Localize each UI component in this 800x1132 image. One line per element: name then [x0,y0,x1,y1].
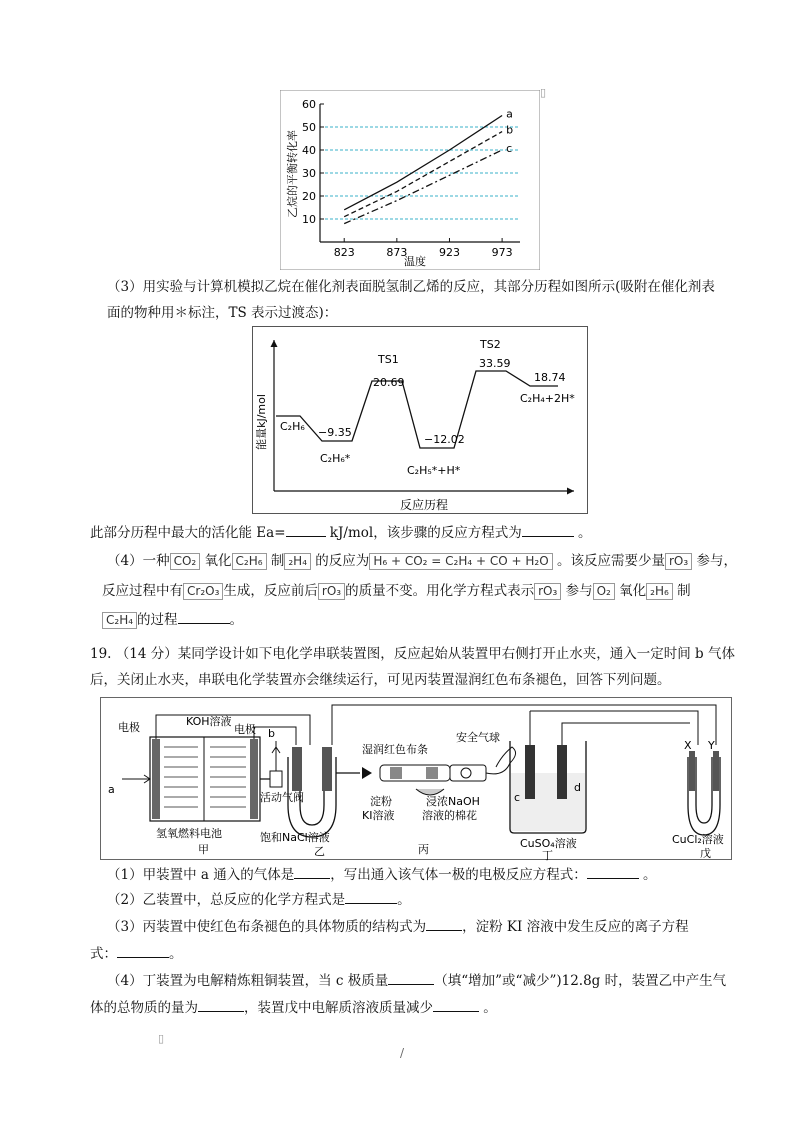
x-tick-label: 823 [333,246,355,259]
label-yi: 乙 [314,845,325,858]
label-naoh-2: 溶液的棉花 [422,809,477,822]
formula-box: rO₃ [665,553,692,570]
label-bing: 丙 [418,843,429,856]
label-b: b [268,727,275,740]
q19-s4: （4）丁装置为电解精炼粗铜装置，当 c 极质量 （填“增加”或“减少”)12.8g 时，装置乙中产生气 [107,973,727,989]
label-x: X [684,739,692,752]
value-3: 18.74 [534,371,566,384]
label-ki-1: 淀粉 [370,795,392,808]
formula-box: ₂H₄ [284,553,311,570]
species-1: C₂H₆* [320,452,351,465]
ea-blank[interactable] [286,536,326,537]
label-balloon: 安全气球 [456,731,500,744]
label-valve-1: 活动气阀 [260,791,304,804]
formula-box: C₂H₄ [102,612,137,629]
y-tick-label: 30 [302,167,316,180]
label-fuel-cell: 氢氧燃料电池 [156,827,222,840]
energy-ylabel: 能量kJ/mol [255,394,268,450]
q19-intro-line1: 19. （14 分）某同学设计如下电化学串联装置图，反应起始从装置甲右侧打开止水夹，通入一定时间 b 气体 [90,646,735,662]
label-koh: KOH溶液 [186,715,232,728]
species-start: C₂H₆ [280,420,305,433]
page-footer: / [400,1046,405,1060]
q19-s3-cont: 式： 。 [90,946,183,962]
q3-text-line2: 面的物种用＊标注，TS 表示过渡态)： [107,305,338,321]
label-ki-2: KI溶液 [362,809,395,822]
label-electrode-left: 电极 [118,721,140,734]
formula-box: O₂ [593,583,615,600]
ea-line: 此部分历程中最大的活化能 Ea= kJ/mol，该步骤的反应方程式为 。 [90,525,592,541]
s1-gas-blank[interactable] [294,878,330,879]
species-2: C₂H₅*+H* [407,464,461,477]
formula-box: CO₂ [170,553,201,570]
label-naoh-1: 浸浓NaOH [426,795,480,808]
x-tick-label: 973 [491,246,513,259]
s3-structure-blank[interactable] [426,930,462,931]
label-electrode-right: 电极 [234,723,256,736]
label-jia: 甲 [198,843,209,856]
q19-s4-cont: 体的总物质的量为 ，装置戊中电解质溶液质量减少 。 [90,1000,497,1016]
q19-intro-line2: 后，关闭止水夹，串联电化学装置亦会继续运行，可见丙装置湿润红色布条褪色，回答下列问题。 [90,672,671,688]
ea-equation-blank[interactable] [522,536,574,537]
ts1-value: 20.69 [373,376,405,389]
q4-line2: 反应过程中有 Cr₂O₃ 生成，反应前后 rO₃ 的质量不变。用化学方程式表示 rO₃ 参与 O₂ 氧化 ₂H₆ 制 [102,583,691,599]
s4-amount-blank[interactable] [198,1011,244,1012]
q4-line3: C₂H₄ 的过程 。 [102,611,243,629]
formula-box: C₂H₆ [232,553,267,570]
series-label-c: c [506,142,513,155]
conversion-chart [280,90,540,270]
chart-ylabel: 乙烷的平衡转化率 [286,130,299,218]
q19-s1: （1）甲装置中 a 通入的气体是 ，写出通入该气体一极的电极反应方程式： 。 [107,867,657,883]
y-tick-label: 40 [302,144,316,157]
s2-equation-blank[interactable] [345,903,397,904]
series-label-b: b [506,123,514,137]
label-c: c [514,791,521,804]
q4-answer-blank[interactable] [178,623,230,624]
label-wu: 戊 [700,847,711,860]
q19-s2: （2）乙装置中，总反应的化学方程式是 。 [107,892,411,908]
q3-text-line1: （3）用实验与计算机模拟乙烷在催化剂表面脱氢制乙烯的反应，其部分历程如图所示(吸附在催化剂表 [107,279,715,295]
equation-box: H₆ + CO₂ = C₂H₄ + CO + H₂O [369,553,552,570]
formula-box: Cr₂O₃ [183,583,223,600]
formula-box: rO₃ [534,583,561,600]
q4-line1: （4）一种 CO₂ 氧化 C₂H₆ 制 ₂H₄ 的反应为 H₆ + CO₂ = C₂H₄ + CO + H₂O 。该反应需要少量 rO₃ 参与， [107,553,737,569]
electrochemistry-apparatus [100,697,732,861]
label-ding: 丁 [542,849,553,861]
value-2: −12.02 [424,433,465,446]
q19-s3: （3）丙装置中使红色布条褪色的具体物质的结构式为 ，淀粉 KI 溶液中发生反应的离子方程 [107,919,689,935]
ts2-label: TS2 [480,338,501,351]
x-tick-label: 923 [438,246,460,259]
label-cucl2: CuCl₂溶液 [672,833,724,846]
s4-decrease-blank[interactable] [433,1011,479,1012]
label-a: a [108,783,115,796]
x-tick-label: 873 [386,246,408,259]
series-label-a: a [506,107,513,121]
value-1: −9.35 [318,426,352,439]
ts1-label: TS1 [378,353,399,366]
species-3: C₂H₄+2H* [520,392,575,405]
label-y: Y [708,739,715,752]
label-cloth: 湿润红色布条 [362,743,428,756]
energy-profile-diagram [252,326,588,514]
energy-xlabel: 反应历程 [399,498,449,512]
formula-box: rO₃ [318,583,345,600]
y-tick-label: 10 [302,213,316,226]
y-tick-label: 60 [302,98,316,111]
label-d: d [574,781,581,794]
ts2-value: 33.59 [479,357,511,370]
s1-equation-blank[interactable] [587,878,639,879]
y-tick-label: 50 [302,121,316,134]
y-tick-label: 20 [302,190,316,203]
s3-ionic-blank[interactable] [117,957,169,958]
s4-mass-blank[interactable] [388,984,434,985]
label-cuso4: CuSO₄溶液 [520,837,577,850]
chart-xlabel: 温度 [404,255,426,268]
label-nacl: 饱和NaCl溶液 [260,831,330,844]
formula-box: ₂H₆ [646,583,673,600]
